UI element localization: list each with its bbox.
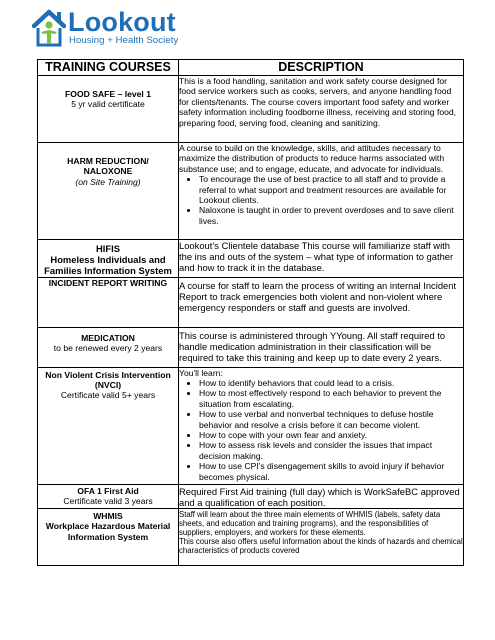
description-cell <box>179 277 464 327</box>
course-cell <box>38 327 179 367</box>
table-row <box>38 277 464 327</box>
bullet-item: • How to most effectively respond to each behavior to prevent the situation from escalating. <box>199 388 463 409</box>
course-title: INCIDENT REPORT WRITING <box>48 277 168 288</box>
logo-tagline: Housing + Health Society <box>69 35 179 46</box>
course-title: NALOXONE <box>83 166 133 177</box>
course-title: MEDICATION <box>81 332 135 343</box>
course-description: Lookout’s Clientele database This course will familiarize staff with the ins and outs of the system – what type of information to gather and how to track it in the database. <box>179 240 454 274</box>
bullet-list <box>179 378 463 482</box>
description-cell <box>179 76 464 143</box>
house-person-icon <box>32 9 66 47</box>
course-description: Staff will learn about the three main elements of WHMIS (labels, safety data sheets, and education and training programs), and the responsibilities of suppliers, employers, and workers for these elements. <box>179 510 441 538</box>
course-title: HIFIS <box>96 243 120 254</box>
course-cell <box>38 509 179 566</box>
course-cell <box>38 277 179 327</box>
course-title: HARM REDUCTION/ <box>67 156 149 166</box>
bullet-list <box>179 174 463 226</box>
course-title: Non Violent Crisis Intervention <box>45 369 171 380</box>
header-description: DESCRIPTION <box>179 60 464 76</box>
course-description-extra: This course also offers useful information about the kinds of hazards and chemical characteristics of products covered <box>179 537 463 556</box>
table-row <box>38 143 464 240</box>
bullet-item: • Naloxone is taught in order to prevent overdoses and to save client lives. <box>199 205 463 226</box>
course-cell <box>38 143 179 240</box>
course-title: Information System <box>67 531 149 542</box>
table-row <box>38 240 464 278</box>
course-intro: You'll learn: <box>179 367 223 378</box>
table-row <box>38 484 464 508</box>
course-title: Families Information System <box>44 265 172 277</box>
bullet-item: • To encourage the use of best practice to all staff and to provide a referral to what support and treatment resources are available for Lookout clients. <box>199 174 463 205</box>
description-cell <box>179 484 464 508</box>
course-cell <box>38 367 179 484</box>
training-table <box>37 59 464 566</box>
bullet-item: • How to cope with your own fear and anxiety. <box>199 430 463 440</box>
course-title: WHMIS <box>93 511 123 522</box>
bullet-item: • How to assess risk levels and consider the issues that impact decision making. <box>199 440 463 461</box>
course-title: FOOD SAFE – level 1 <box>65 89 151 99</box>
course-title: (NVCI) <box>94 380 122 391</box>
bullet-item: • How to use verbal and nonverbal techniques to defuse hostile behavior and resolve a crisis before it can become violent. <box>199 409 463 430</box>
description-cell <box>179 367 464 484</box>
header-row <box>38 60 464 76</box>
table-row <box>38 76 464 143</box>
course-note: Certificate valid 3 years <box>63 496 153 507</box>
description-cell <box>179 509 464 566</box>
course-description: A course to build on the knowledge, skills, and attitudes necessary to maximize the distribution of products to reduce harms associated with substance use; and to engage, educate, and advocate for individuals. <box>179 143 445 174</box>
course-note: 5 yr valid certificate <box>71 99 145 110</box>
course-title: OFA 1 First Aid <box>77 485 139 496</box>
table-row <box>38 367 464 484</box>
bullet-item: • How to use CPI's disengagement skills to avoid injury if behavior becomes physical. <box>199 461 463 482</box>
course-note: Certificate valid 5+ years <box>60 390 156 401</box>
table-row <box>38 509 464 566</box>
description-cell <box>179 327 464 367</box>
header-training-courses: TRAINING COURSES <box>38 60 179 76</box>
lookout-logo <box>32 9 202 49</box>
course-note: (on Site Training) <box>75 176 141 187</box>
course-description: A course for staff to learn the process of writing an internal Incident Report to track emergencies both violent and non-violent where emergency responders or staff and guests are involved. <box>179 279 457 314</box>
course-cell <box>38 484 179 508</box>
course-title: Homeless Individuals and <box>50 254 166 266</box>
course-cell <box>38 76 179 143</box>
description-cell <box>179 240 464 278</box>
logo-brand: Lookout <box>68 7 176 37</box>
course-description: This is a food handling, sanitation and work safety course designed for food service workers such as cooks, servers, and anyone handling food for clients/tenants. The course covers important food safety and worker safety information including foodborne illness, receiving and storing food, preparing food, serving food, cleaning and sanitizing. <box>179 76 457 128</box>
course-title: Workplace Hazardous Material <box>45 521 171 532</box>
course-description: This course is administered through YYoung. All staff required to handle medication administration in their classification will be required to take this training and keep up to date every 2 years. <box>179 329 446 364</box>
course-description: Required First Aid training (full day) which is WorkSafeBC approved and a qualification of each position. <box>179 485 460 508</box>
course-cell <box>38 240 179 278</box>
description-cell <box>179 143 464 240</box>
course-note: to be renewed every 2 years <box>53 343 163 354</box>
bullet-item: • How to identify behaviors that could lead to a crisis. <box>199 378 463 388</box>
table-row <box>38 327 464 367</box>
